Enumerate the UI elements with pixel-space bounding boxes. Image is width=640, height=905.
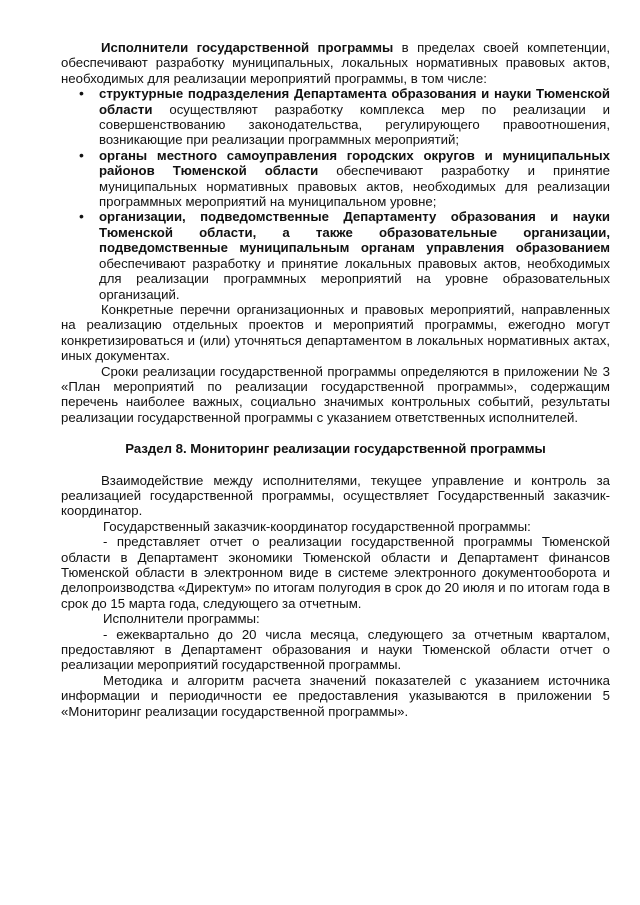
- document-page: [61, 40, 610, 719]
- list-item-text: обеспечивают разработку и принятие муниципальных нормативных правовых актов, необходимых для реализации программных мероприятий на муниципальном уровне;: [99, 163, 610, 210]
- paragraph-specific-lists: Конкретные перечни организационных и правовых мероприятий, направленных на реализацию отдельных проектов и мероприятий программы, ежегодно могут конкретизироваться и (или) уточняться департаментом в локальных нормативных актах, иных документах.: [61, 301, 610, 364]
- executors-text: в пределах своей компетенции, обеспечивают разработку муниципальных, локальных нормативных правовых актов, необходимых для реализации мероприятий программы, в том числе:: [61, 40, 610, 86]
- executors-paragraph: [61, 40, 610, 86]
- executors-bold-lead: Исполнители государственной программы: [101, 40, 394, 55]
- bullet-icon: •: [79, 208, 84, 225]
- bullet-icon: •: [79, 85, 84, 102]
- section-title: Раздел 8. Мониторинг реализации государственной программы: [125, 441, 546, 457]
- paragraph-executors-report: - ежеквартально до 20 числа месяца, следующего за отчетным кварталом, предоставляют в Департамент образования и науки Тюменской области отчет о реализации мероприятий государственной программы.: [61, 626, 610, 673]
- list-item-text: осуществляют разработку комплекса мер по реализации и совершенствованию законодательства, регулирующего правоотношения, возникающие при реализации программных мероприятий;: [99, 101, 610, 148]
- bullet-icon: •: [79, 146, 84, 163]
- paragraph-implementation-terms: Сроки реализации государственной программы определяются в приложении № 3 «План мероприятий по реализации государственной программы», содержащим перечень наиболее важных, социально значимых контрольных событий, результаты реализации государственной программы с указанием ответственных исполнителей.: [61, 363, 610, 425]
- paragraph-methodology: Методика и алгоритм расчета значений показателей с указанием источника информации и периодичности ее предоставления указываются в приложении 5 «Мониторинг реализации государственной программы».: [61, 672, 610, 719]
- paragraph-coordinator-heading: Государственный заказчик-координатор государственной программы:: [103, 518, 531, 534]
- list-item: [79, 85, 610, 148]
- list-item-bold-lead: органы местного самоуправления городских округов и муниципальных районов Тюменской области: [99, 147, 610, 179]
- list-item: [79, 208, 610, 302]
- list-item: [79, 146, 610, 210]
- list-item-bold-lead: организации, подведомственные Департаменту образования и науки Тюменской области, а также образовательные организации, подведомственные муниципальным органам управления образованием: [99, 209, 610, 256]
- paragraph-interaction: Взаимодействие между исполнителями, текущее управление и контроль за реализацией государственной программы, осуществляет Государственный заказчик-координатор.: [61, 472, 610, 519]
- paragraph-coordinator-report: - представляет отчет о реализации государственной программы Тюменской области в Департамент экономики Тюменской области и Департамент финансов Тюменской области в электронном виде в системе электронного документооборота и делопроизводства «Директум» по итогам полугодия в срок до 20 июля и по итогам года в срок до 15 марта года, следующего за отчетным.: [61, 534, 610, 611]
- paragraph-executors-heading: Исполнители программы:: [103, 611, 260, 627]
- list-item-bold-lead: структурные подразделения Департамента образования и науки Тюменской области: [99, 86, 610, 117]
- executors-list: [61, 86, 610, 302]
- list-item-text: обеспечивают разработку и принятие локальных правовых актов, необходимых для реализации программных мероприятий на уровне образовательных организаций.: [99, 255, 610, 302]
